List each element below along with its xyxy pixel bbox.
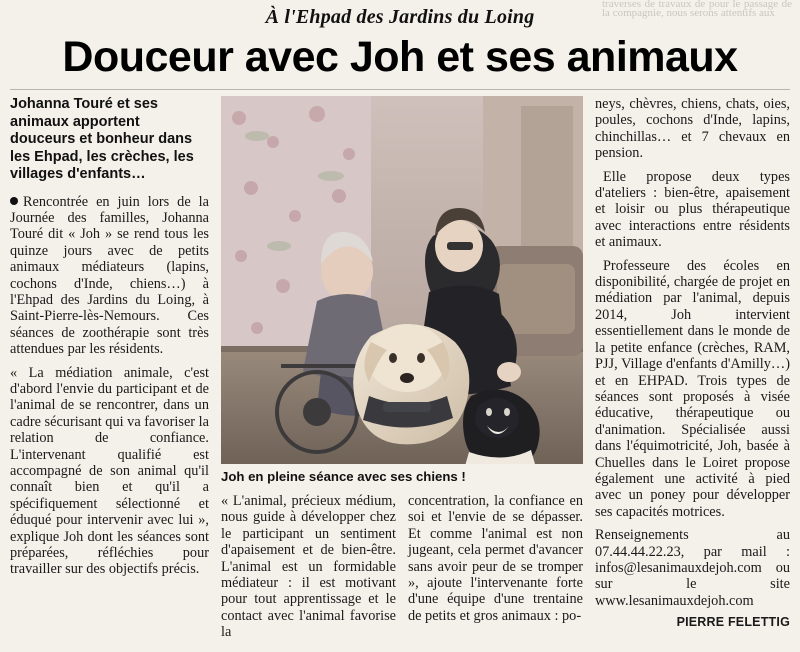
bleed-text: traverses de travaux de pour le passage de la compagnie, nous serons attentifs aux bbox=[602, 0, 792, 19]
photo-wrap bbox=[221, 96, 583, 464]
paragraph: Professeure des écoles en disponibilité, chargée de projet en médiation par l'animal, depuis 2014, Joh intervient essentiellement dans le monde de la petite enfance (crèches, RAM, PJJ, Village d'enfants d'Amilly…) et en EHPAD. Trois types de séances sont proposés à visée éducative, thérapeutique ou d'animation. Spécialisée aussi dans l'équimotricité, Joh, basée à Chuelles dans le Loiret propose également une activité à pied avec un poney pour développer ses capacités motrices. bbox=[594, 257, 790, 520]
paragraph: concentration, la confiance en soi et l'envie de se dépasser. Et comme l'animal est non jugeant, cela permet d'avancer sans avoir peur de se tromper », ajoute l'intervenante forte d'une équipe d'une trentaine de petits et gros animaux : po- bbox=[407, 493, 583, 624]
paragraph: neys, chèvres, chiens, chats, oies, poules, cochons d'Inde, lapins, chinchillas… et 7 chevaux en pension. bbox=[594, 96, 790, 162]
middle-subcolumn-left bbox=[221, 493, 396, 648]
article-columns bbox=[10, 96, 790, 648]
paragraph: « La médiation animale, c'est d'abord l'envie du participant et de l'animal de se rencontrer, dans un cadre sécurisant qui va favoriser la relation de confiance. L'intervenant qualifié est accompagné de son animal qu'il connaît bien et qu'il a spécifiquement sélectionné et éduqué pour intervenir avec lui », explique Joh dont les séances sont préparées, réfléchies pour travailler sur des objectifs précis. bbox=[10, 364, 209, 578]
paragraph: Elle propose deux types d'ateliers : bien-être, apaisement et loisir ou plus thérapeutique avec interactions entre résidents et animaux. bbox=[594, 168, 790, 251]
paragraph bbox=[10, 194, 209, 358]
bullet-icon bbox=[10, 197, 18, 205]
photo-caption: Joh en pleine séance avec ses chiens ! bbox=[220, 469, 466, 484]
middle-column bbox=[221, 96, 583, 648]
article-headline: Douceur avec Joh et ses animaux bbox=[62, 33, 738, 81]
header-divider bbox=[10, 89, 790, 90]
middle-subcolumns bbox=[221, 493, 583, 648]
contact-info: Renseignements au 07.44.44.22.23, par mail : infos@lesanimauxdejoh.com ou sur le site www.lesanimauxdejoh.com bbox=[594, 527, 790, 609]
right-column bbox=[595, 96, 790, 629]
byline: PIERRE FELETTIG bbox=[676, 615, 790, 630]
paragraph: « L'animal, précieux médium, nous guide à développer chez le participant un sentiment d'apaisement et de bien-être. L'animal est un formidable médiateur : il est motivant pour tout apprentissage et le contact avec l'animal favorise la bbox=[220, 493, 396, 641]
article-photo bbox=[221, 96, 583, 464]
standfirst: Johanna Touré et ses animaux apportent douceurs et bonheur dans les Ehpad, les crèches, les villages d'enfants… bbox=[10, 96, 194, 182]
left-column bbox=[10, 96, 209, 585]
article-kicker: À l'Ehpad des Jardins du Loing bbox=[265, 6, 535, 28]
paragraph-text: Rencontrée en juin lors de la Journée des familles, Johanna Touré dit « Joh » se rend tous les quinze jours avec de petits animaux médiateurs (lapins, cochons d'Inde, chiens…) à l'Ehpad des Jardins du Loing, à Saint-Pierre-lès-Nemours. Ces séances de zoothérapie sont très attendues par les résidents. bbox=[10, 193, 209, 358]
middle-subcolumn-right bbox=[408, 493, 583, 648]
